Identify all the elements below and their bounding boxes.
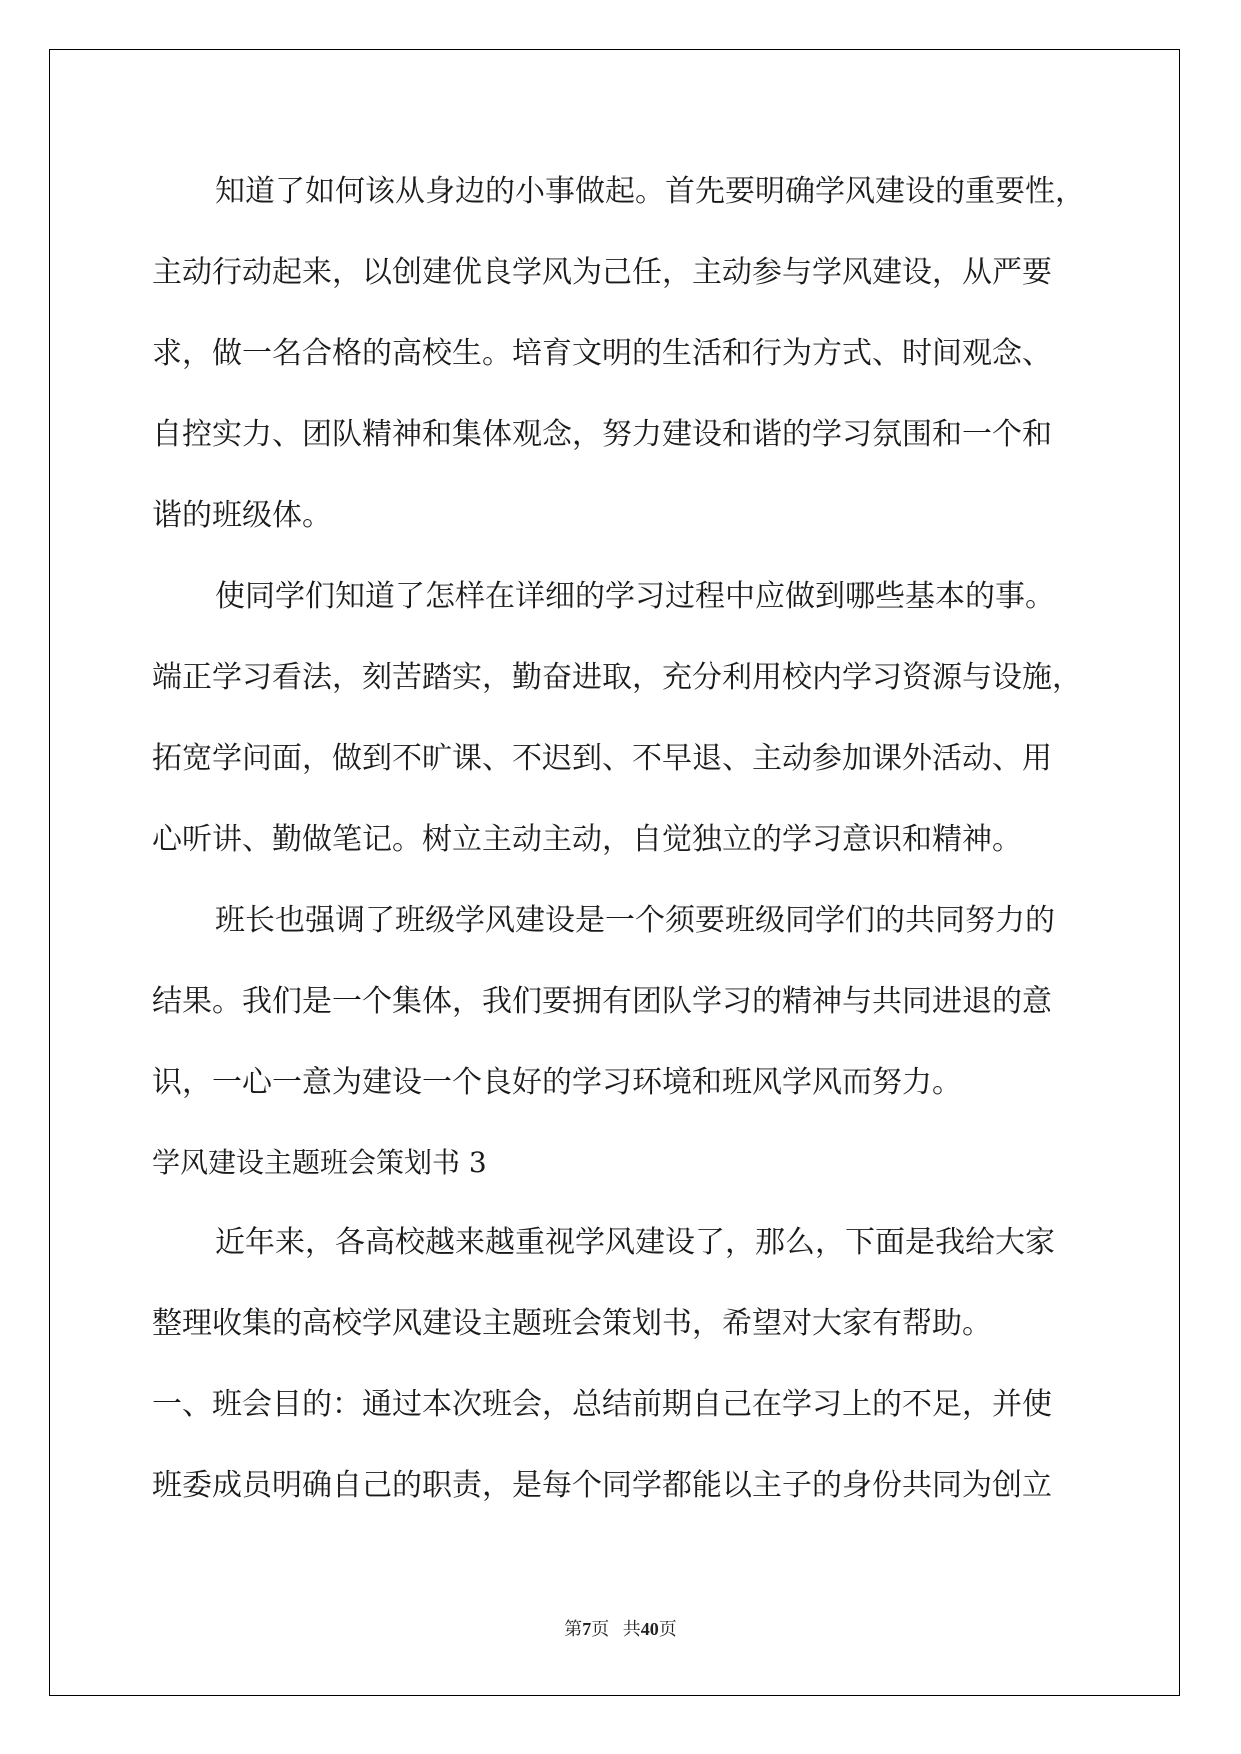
paragraph-line: 使同学们知道了怎样在详细的学习过程中应做到哪些基本的事。 bbox=[215, 579, 1055, 614]
page-footer bbox=[0, 1617, 1241, 1641]
footer-page-suffix: 页 bbox=[591, 1619, 610, 1639]
paragraph-line: 结果。我们是一个集体，我们要拥有团队学习的精神与共同进退的意 bbox=[152, 984, 1052, 1019]
paragraph-line: 谐的班级体。 bbox=[152, 498, 332, 533]
footer-total-suffix: 页 bbox=[658, 1619, 677, 1639]
paragraph-line: 近年来，各高校越来越重视学风建设了，那么，下面是我给大家 bbox=[215, 1225, 1055, 1260]
paragraph-line: 知道了如何该从身边的小事做起。首先要明确学风建设的重要性， bbox=[215, 174, 1085, 209]
paragraph-line: 整理收集的高校学风建设主题班会策划书，希望对大家有帮助。 bbox=[152, 1306, 992, 1341]
paragraph-line: 识，一心一意为建设一个良好的学习环境和班风学风而努力。 bbox=[152, 1065, 962, 1100]
section-heading: 学风建设主题班会策划书 3 bbox=[152, 1146, 487, 1179]
paragraph-line: 端正学习看法，刻苦踏实，勤奋进取，充分利用校内学习资源与设施， bbox=[152, 660, 1082, 695]
paragraph-line: 自控实力、团队精神和集体观念，努力建设和谐的学习氛围和一个和 bbox=[152, 417, 1052, 452]
paragraph-line: 班长也强调了班级学风建设是一个须要班级同学们的共同努力的 bbox=[215, 903, 1055, 938]
paragraph-line: 拓宽学问面，做到不旷课、不迟到、不早退、主动参加课外活动、用 bbox=[152, 741, 1052, 776]
paragraph-line: 求，做一名合格的高校生。培育文明的生活和行为方式、时间观念、 bbox=[152, 336, 1052, 371]
paragraph-line: 主动行动起来，以创建优良学风为己任，主动参与学风建设，从严要 bbox=[152, 255, 1052, 290]
paragraph-line: 一、班会目的：通过本次班会，总结前期自己在学习上的不足，并使 bbox=[152, 1387, 1052, 1422]
footer-page-number: 7 bbox=[582, 1619, 592, 1639]
footer-total-pages: 40 bbox=[640, 1619, 659, 1639]
paragraph-line: 班委成员明确自己的职责，是每个同学都能以主子的身份共同为创立 bbox=[152, 1468, 1052, 1503]
footer-prefix: 第 bbox=[564, 1619, 583, 1639]
paragraph-line: 心听讲、勤做笔记。树立主动主动，自觉独立的学习意识和精神。 bbox=[152, 822, 1022, 857]
footer-total-prefix: 共 bbox=[622, 1619, 641, 1639]
page-border bbox=[49, 49, 1180, 1696]
